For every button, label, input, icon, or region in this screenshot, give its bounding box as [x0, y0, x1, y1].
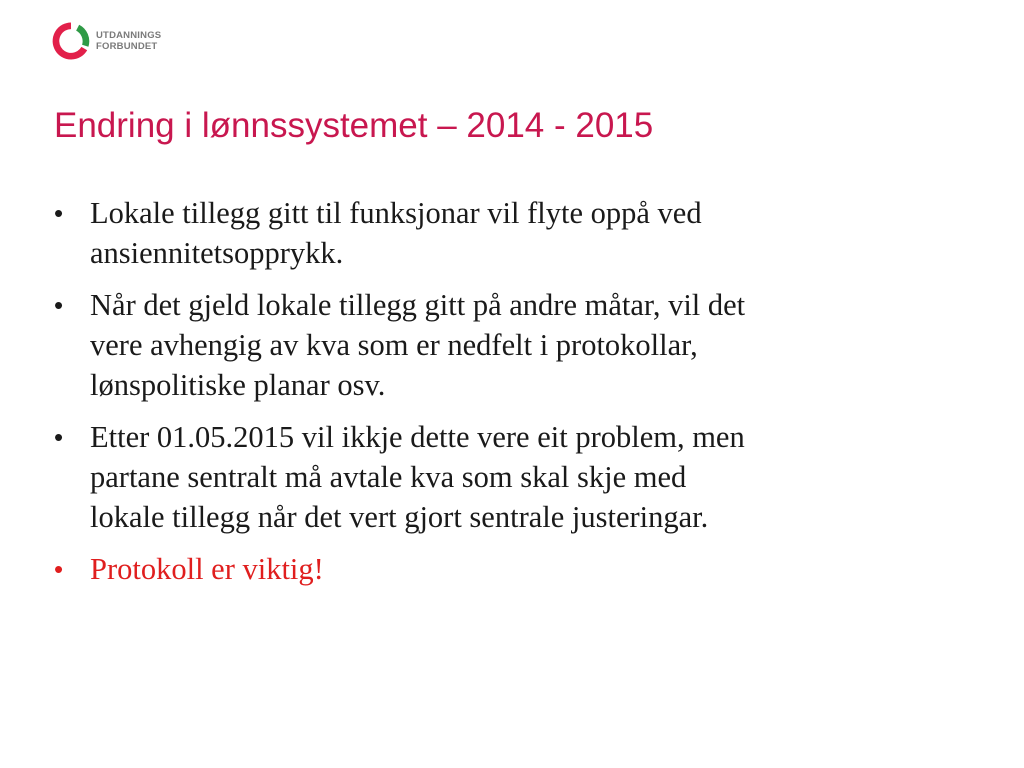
bullet-line: ansiennitetsopprykk.: [90, 236, 344, 270]
logo-wordmark: [96, 30, 161, 52]
bullet-line: Lokale tillegg gitt til funksjonar vil flyte oppå ved: [90, 196, 702, 230]
logo-ring-icon: [52, 22, 90, 60]
bullet-item: [54, 417, 964, 537]
bullet-icon: •: [54, 198, 64, 228]
bullet-line: lønspolitiske planar osv.: [90, 368, 386, 402]
bullet-item: [54, 285, 964, 405]
logo-line-1: UTDANNINGS: [96, 30, 162, 41]
bullet-line: Protokoll er viktig!: [90, 552, 324, 586]
bullet-line: Etter 01.05.2015 vil ikkje dette vere eit problem, men: [90, 420, 745, 454]
bullet-item: [54, 193, 964, 273]
bullet-icon: •: [54, 554, 64, 584]
bullet-list: [54, 193, 964, 601]
bullet-icon: •: [54, 422, 64, 452]
bullet-icon: •: [54, 290, 64, 320]
bullet-line: vere avhengig av kva som er nedfelt i protokollar,: [90, 328, 698, 362]
bullet-item-emphasis: [54, 549, 964, 589]
bullet-line: partane sentralt må avtale kva som skal skje med: [90, 460, 687, 494]
bullet-line: Når det gjeld lokale tillegg gitt på andre måtar, vil det: [90, 288, 746, 322]
bullet-line: lokale tillegg når det vert gjort sentrale justeringar.: [90, 500, 709, 534]
logo-line-2: FORBUNDET: [96, 41, 158, 52]
organization-logo: [52, 22, 161, 60]
slide-title: Endring i lønnssystemet – 2014 - 2015: [54, 106, 654, 145]
